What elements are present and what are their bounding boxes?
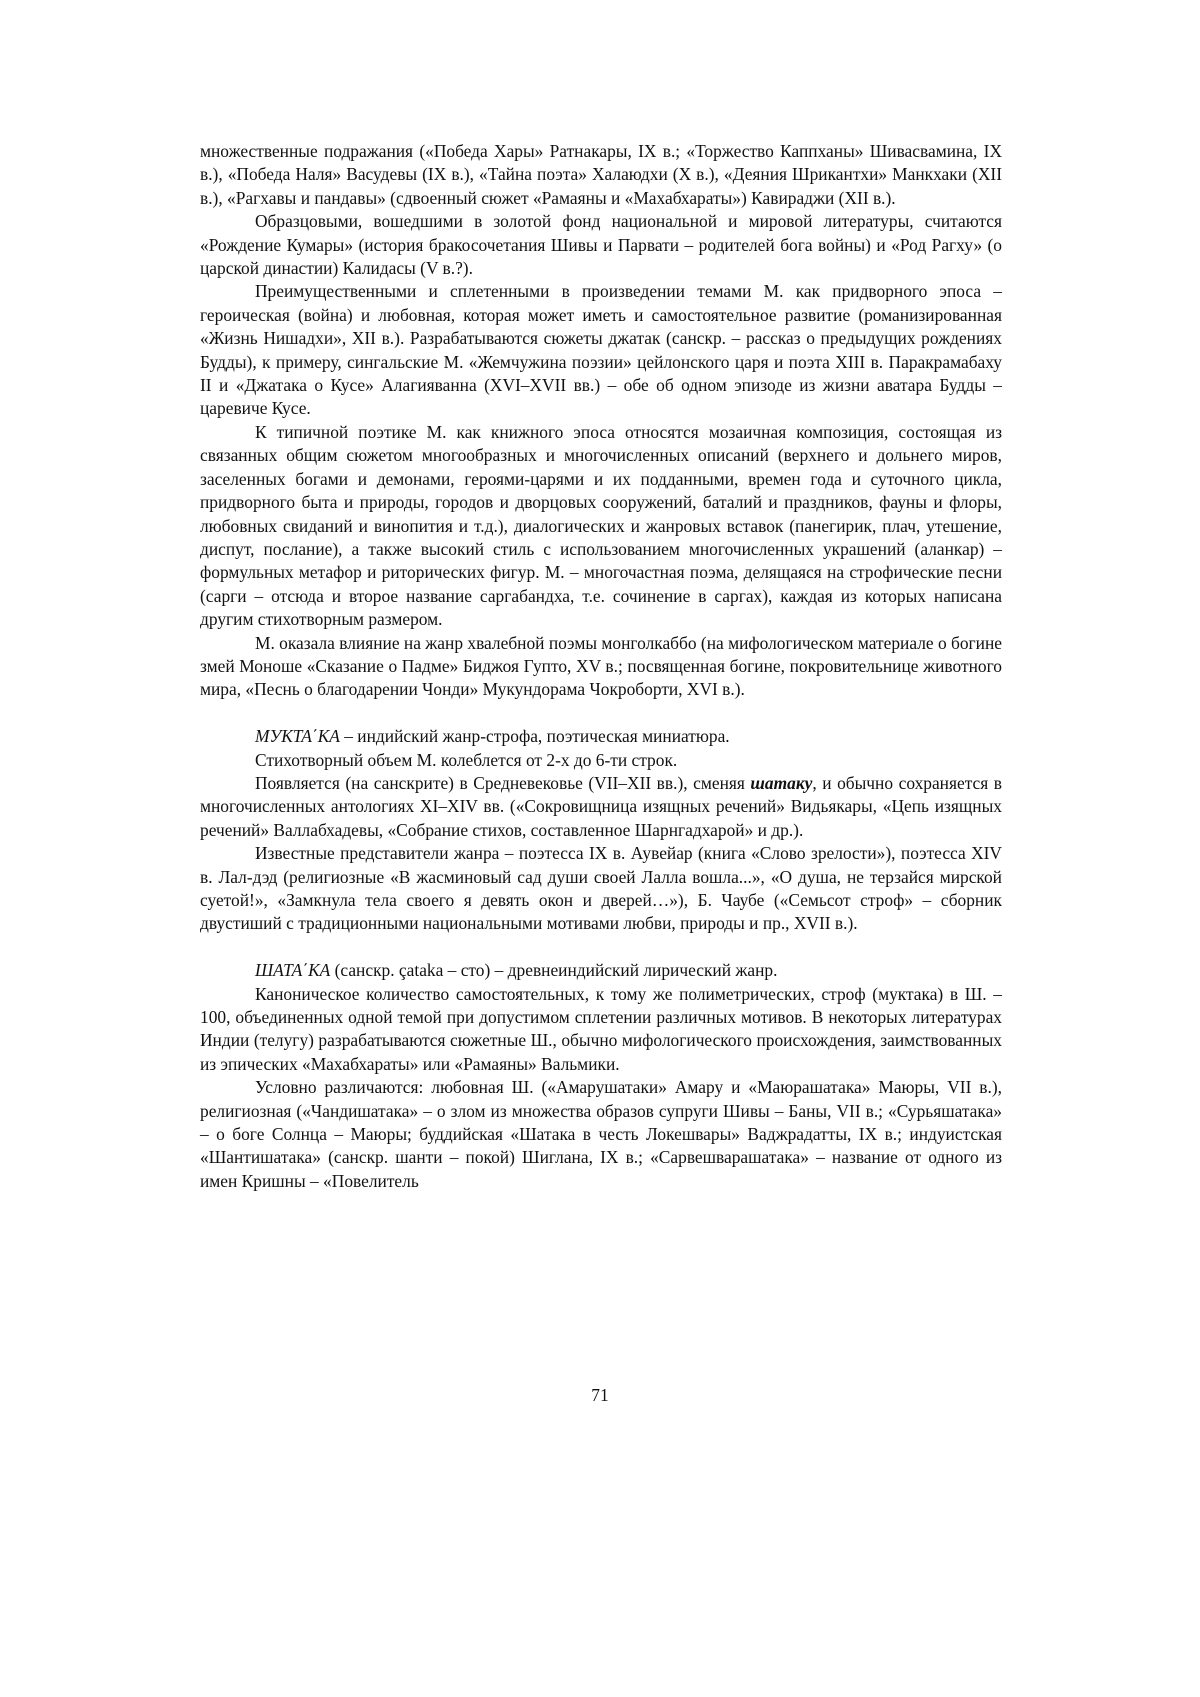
muktaka-representatives: Известные представители жанра – поэтесса IX в. Аувейар (книга «Слово зрелости»), поэтесса XIV в. Лал-дэд (религиозные «В жасминовый сад души своей Лалла вошла...», «О душа, не терзайся мирской суетой!», «Замкнула тела своего я девять окон и дверей…»), Б. Чаубе («Семьсот строф» – сборник двустиший с традиционными национальными мотивами любви, природы и пр., XVII в.). (200, 843, 1002, 934)
page-body (200, 140, 1002, 1193)
muktaka-appearance (200, 772, 1002, 842)
muktaka-appearance-end: , и обычно сохраняется в многочисленных антологиях XI–XIV вв. («Сокровищница изящных речений» Видьякары, «Цепь изящных речений» Валлабхадевы, «Собрание стихов, составленное Шарнгадхарой» и др.). (200, 772, 1002, 840)
muktaka-shataka-term: шатаку (750, 772, 813, 793)
muktaka-appearance-start: Появляется (на санскрите) в Средневековье (VII–XII вв.), сменяя (255, 772, 751, 793)
muktaka-volume: Стихотворный объем М. колеблется от 2-х до 6-ти строк. (255, 749, 678, 770)
paragraph-mahakavya-imitations: множественные подражания («Победа Хары» Ратнакары, IX в.; «Торжество Каппханы» Шивасвамина, IX в.), «Победа Наля» Васудевы (IX в.), «Тайна поэта» Халаюдхи (X в.), «Деяния Шрикантхи» Манкхаки (XII в.), «Рагхавы и пандавы» (сдвоенный сюжет «Рамаяны и «Махабхараты») Кавираджи (XII в.). (200, 141, 1002, 208)
shataka-heading (200, 959, 1002, 982)
section-gap (200, 702, 1002, 725)
shataka-term: ШАТА΄КА (255, 960, 331, 981)
shataka-canonical: Каноническое количество самостоятельных, к тому же полиметрических, строф (муктака) в Ш. – 100, объединенных одной темой при допустимом сплетении различных мотивов. В некоторых литературах Индии (телугу) разрабатываются сюжетные Ш., обычно мифологического происхождения, заимствованных из эпических «Махабхараты» или «Рамаяны» Вальмики. (200, 983, 1002, 1074)
paragraph-influence: М. оказала влияние на жанр хвалебной поэмы монголкаббо (на мифологическом материале о богине змей Моноше «Сказание о Падме» Биджоя Гупто, XV в.; посвященная богине, покровительнице животного мира, «Песнь о благодарении Чонди» Мукундорама Чокроборти, XVI в.). (200, 632, 1002, 700)
shataka-definition: (санскр. çataka – сто) – древнеиндийский лирический жанр. (330, 960, 778, 981)
muktaka-term: МУКТА΄КА (255, 726, 340, 747)
paragraph-poetics: К типичной поэтике М. как книжного эпоса относятся мозаичная композиция, состоящая из связанных общим сюжетом многообразных и многочисленных описаний (верхнего и дольнего миров, заселенных богами и демонами, героями-царями и их подданными, времен года и суточного цикла, придворного быта и природы, городов и дворцовых сооружений, баталий и праздников, фауны и флоры, любовных свиданий и винопития и т.д.), диалогических и жанровых вставок (панегирик, плач, утешение, диспут, послание), а также высокий стиль с использованием многочисленных украшений (аланкар) – формульных метафор и риторических фигур. М. – многочастная поэма, делящаяся на строфические песни (сарги – отсюда и второе название саргабандха, т.е. сочинение в саргах), каждая из которых написана другим стихотворным размером. (200, 421, 1002, 630)
page-number: 71 (591, 1385, 609, 1405)
paragraph-themes: Преимущественными и сплетенными в произведении темами М. как придворного эпоса – героическая (война) и любовная, которая может иметь и самостоятельное развитие (романизированная «Жизнь Нишадхи», XII в.). Разрабатываются сюжеты джатак (санскр. – рассказ о предыдущих рождениях Будды), к примеру, сингальские М. «Жемчужина поэзии» цейлонского царя и поэта XIII в. Паракрамабаху II и «Джатака о Кусе» Алагияванна (XVI–XVII вв.) – обе об одном эпизоде из жизни аватара Будды – царевиче Кусе. (200, 281, 1002, 419)
shataka-types: Условно различаются: любовная Ш. («Амарушатаки» Амару и «Маюрашатака» Маюры, VII в.), религиозная («Чандишатака» – о злом из множества образов супруги Шивы – Баны, VII в.; «Сурьяшатака» – о боге Солнца – Маюры; буддийская «Шатака в честь Локешвары» Ваджрадатты, IX в.; индуистская «Шантишатака» (санскр. шанти – покой) Шиглана, IX в.; «Сарвешварашатака» – название от одного из имен Кришны – «Повелитель (200, 1077, 1002, 1191)
muktaka-heading (200, 725, 1002, 748)
muktaka-definition: – индийский жанр-строфа, поэтическая миниатюра. (339, 726, 730, 747)
section-gap (200, 936, 1002, 959)
paragraph-exemplary-works: Образцовыми, вошедшими в золотой фонд национальной и мировой литературы, считаются «Рождение Кумары» (история бракосочетания Шивы и Парвати – родителей бога войны) и «Род Рагху» (о царской династии) Калидасы (V в.?). (200, 211, 1002, 279)
